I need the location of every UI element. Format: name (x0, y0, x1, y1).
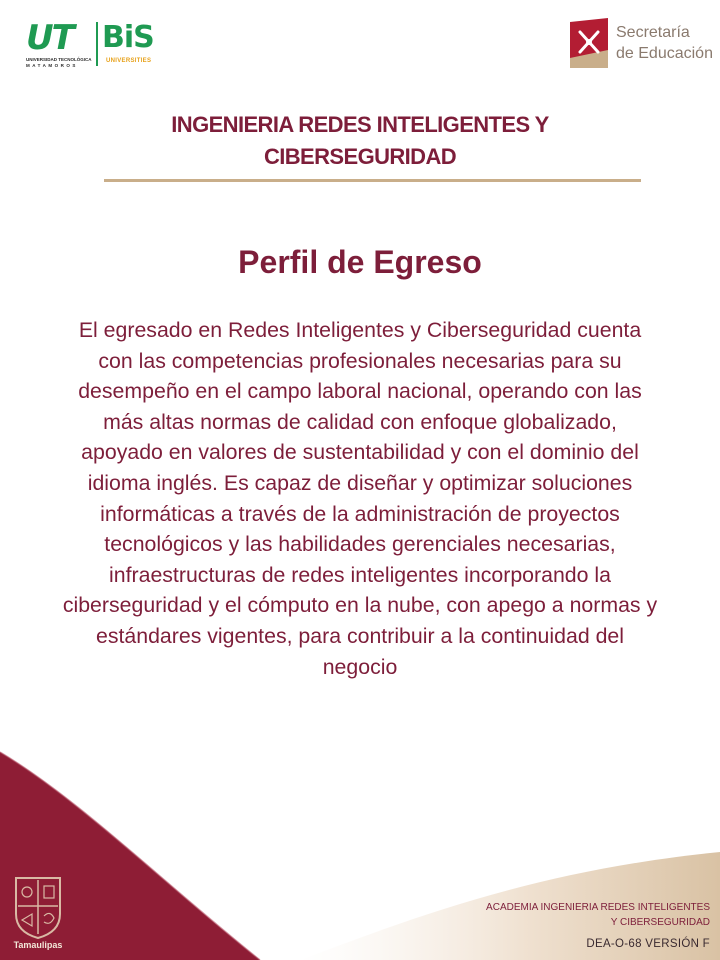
ut-logo-subtitle: UNIVERSIDAD TECNOLÓGICA (26, 57, 92, 62)
program-title (60, 109, 660, 173)
program-title-line2: CIBERSEGURIDAD (263, 144, 457, 169)
emblem-label: Tamaulipas (13, 940, 63, 950)
bis-logo-mark: BiS (102, 20, 154, 55)
profile-paragraph: El egresado en Redes Inteligentes y Ciberseguridad cuenta con las competencias profesionales necesarias para su desempeño en el campo laboral nacional, operando con las más altas normas de calidad con enfoque globalizado, apoyado en valores de sustentabilidad y con el dominio del idioma inglés. Es capaz de diseñar y optimizar soluciones informáticas a través de la administración de proyectos tecnológicos y las habilidades gerenciales necesarias, infraestructuras de redes inteligentes incorporando la ciberseguridad y el cómputo en la nube, con apego a normas y estándares vigentes, para contribuir a la continuidad del negocio (62, 318, 658, 679)
title-divider (104, 179, 641, 182)
secretaria-logo-icon (570, 18, 608, 68)
secretaria-line1: Secretaría (616, 24, 690, 41)
ut-bis-logo (26, 18, 164, 70)
ut-logo-mark: UT (26, 18, 73, 58)
logo-divider (96, 22, 98, 66)
section-heading: Perfil de Egreso (238, 244, 482, 280)
ut-logo-campus: MATAMOROS (26, 63, 78, 68)
secretaria-logo-text (616, 22, 713, 64)
footer-academy-line1: ACADEMIA INGENIERIA REDES INTELIGENTES (486, 902, 710, 913)
coat-of-arms-icon (8, 872, 68, 940)
document-code: DEA-O-68 VERSIÓN F (586, 938, 710, 950)
tamaulipas-emblem (8, 872, 68, 956)
bis-logo-subtitle: UNIVERSITIES (106, 58, 152, 64)
footer-academy-line2: Y CIBERSEGURIDAD (610, 917, 710, 928)
secretaria-line2: de Educación (616, 45, 713, 62)
program-title-line1: INGENIERIA REDES INTELIGENTES Y (171, 112, 549, 137)
footer-academy (450, 900, 710, 930)
